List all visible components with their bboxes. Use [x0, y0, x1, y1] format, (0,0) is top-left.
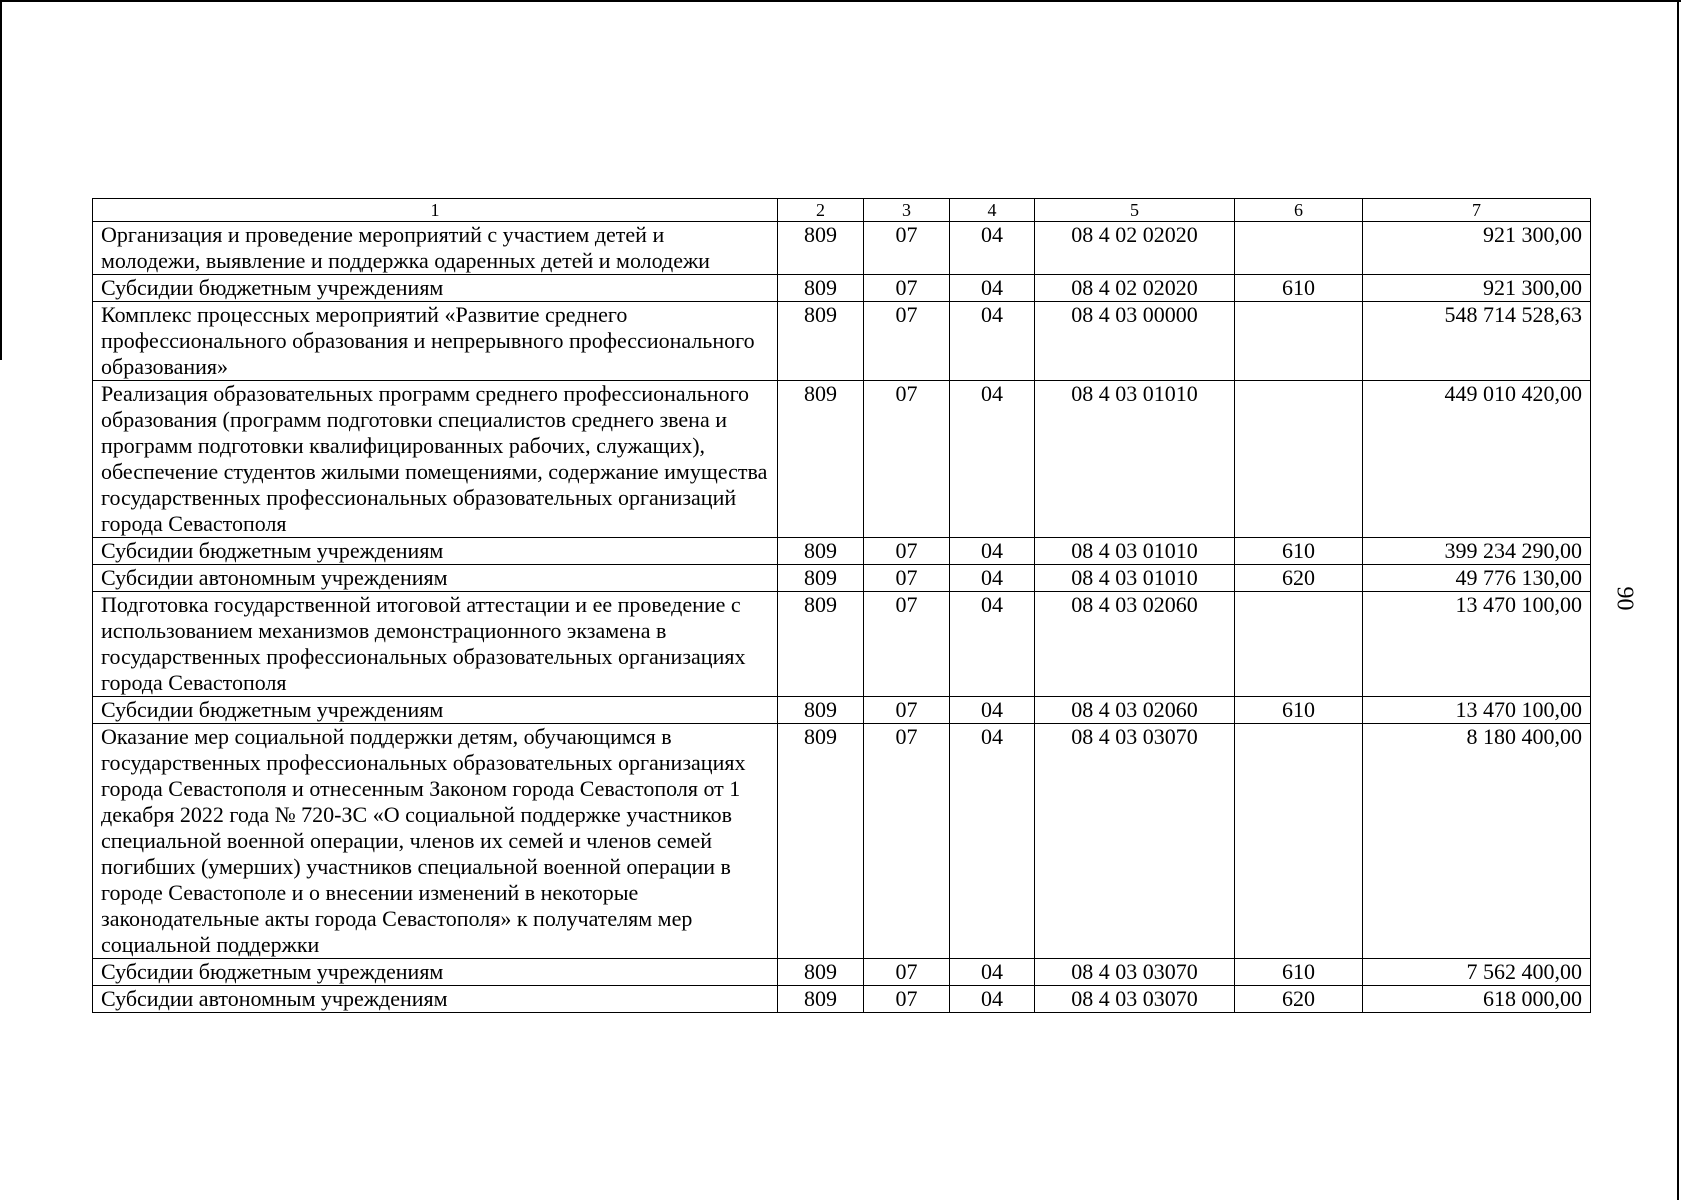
row-subsection-code: 04 — [950, 986, 1035, 1013]
table-row — [93, 222, 1591, 275]
row-section-code: 07 — [864, 538, 950, 565]
row-section-code: 07 — [864, 381, 950, 538]
table-row — [93, 986, 1591, 1013]
row-expense-type-code: 610 — [1235, 959, 1363, 986]
table-row — [93, 275, 1591, 302]
table-row — [93, 724, 1591, 959]
row-expense-type-code: 620 — [1235, 565, 1363, 592]
row-subsection-code: 04 — [950, 565, 1035, 592]
row-amount: 49 776 130,00 — [1363, 565, 1591, 592]
row-name: Субсидии бюджетным учреждениям — [93, 959, 778, 986]
row-subsection-code: 04 — [950, 697, 1035, 724]
scan-border-left — [0, 0, 2, 360]
row-amount: 7 562 400,00 — [1363, 959, 1591, 986]
row-amount: 8 180 400,00 — [1363, 724, 1591, 959]
row-name: Комплекс процессных мероприятий «Развитие среднего профессионального образования и непрерывного профессионального образования» — [93, 302, 778, 381]
row-subsection-code: 04 — [950, 538, 1035, 565]
row-subsection-code: 04 — [950, 381, 1035, 538]
row-name: Реализация образовательных программ среднего профессионального образования (программ подготовки специалистов среднего звена и программ подготовки квалифицированных рабочих, служащих), обеспечение студентов жилыми помещениями, содержание имущества государственных профессиональных образовательных организаций города Севастополя — [93, 381, 778, 538]
table-row — [93, 697, 1591, 724]
row-grbs-code: 809 — [778, 275, 864, 302]
row-name: Подготовка государственной итоговой аттестации и ее проведение с использованием механизмов демонстрационного экзамена в государственных профессиональных образовательных организациях города Севастополя — [93, 592, 778, 697]
row-amount: 13 470 100,00 — [1363, 592, 1591, 697]
row-grbs-code: 809 — [778, 222, 864, 275]
row-grbs-code: 809 — [778, 592, 864, 697]
table-row — [93, 381, 1591, 538]
row-target-article-code: 08 4 03 01010 — [1035, 381, 1235, 538]
table-row — [93, 592, 1591, 697]
row-subsection-code: 04 — [950, 592, 1035, 697]
header-cell-5: 5 — [1035, 199, 1235, 222]
budget-table — [92, 198, 1591, 1013]
row-grbs-code: 809 — [778, 565, 864, 592]
row-grbs-code: 809 — [778, 724, 864, 959]
row-target-article-code: 08 4 03 01010 — [1035, 565, 1235, 592]
table-row — [93, 565, 1591, 592]
header-cell-3: 3 — [864, 199, 950, 222]
row-name: Субсидии бюджетным учреждениям — [93, 697, 778, 724]
row-target-article-code: 08 4 03 02060 — [1035, 592, 1235, 697]
row-amount: 548 714 528,63 — [1363, 302, 1591, 381]
header-cell-1: 1 — [93, 199, 778, 222]
row-section-code: 07 — [864, 986, 950, 1013]
row-name: Организация и проведение мероприятий с участием детей и молодежи, выявление и поддержка одаренных детей и молодежи — [93, 222, 778, 275]
header-cell-7: 7 — [1363, 199, 1591, 222]
row-amount: 13 470 100,00 — [1363, 697, 1591, 724]
row-section-code: 07 — [864, 222, 950, 275]
row-name: Субсидии бюджетным учреждениям — [93, 538, 778, 565]
header-cell-2: 2 — [778, 199, 864, 222]
row-expense-type-code: 610 — [1235, 275, 1363, 302]
header-cell-6: 6 — [1235, 199, 1363, 222]
row-name: Оказание мер социальной поддержки детям, обучающимся в государственных профессиональных образовательных организациях города Севастополя и отнесенным Законом города Севастополя от 1 декабря 2022 года № 720-ЗС «О социальной поддержке участников специальной военной операции, членов их семей и членов семей погибших (умерших) участников специальной военной операции в городе Севастополе и о внесении изменений в некоторые законодательные акты города Севастополя» к получателям мер социальной поддержки — [93, 724, 778, 959]
row-name: Субсидии автономным учреждениям — [93, 565, 778, 592]
table-body — [93, 199, 1591, 1013]
row-target-article-code: 08 4 03 03070 — [1035, 986, 1235, 1013]
row-grbs-code: 809 — [778, 302, 864, 381]
row-target-article-code: 08 4 03 02060 — [1035, 697, 1235, 724]
page-number: 90 — [1611, 586, 1638, 611]
header-cell-4: 4 — [950, 199, 1035, 222]
row-section-code: 07 — [864, 302, 950, 381]
row-section-code: 07 — [864, 275, 950, 302]
row-target-article-code: 08 4 02 02020 — [1035, 222, 1235, 275]
row-subsection-code: 04 — [950, 959, 1035, 986]
row-expense-type-code — [1235, 381, 1363, 538]
row-expense-type-code — [1235, 592, 1363, 697]
row-expense-type-code — [1235, 724, 1363, 959]
row-section-code: 07 — [864, 697, 950, 724]
row-subsection-code: 04 — [950, 724, 1035, 959]
row-amount: 921 300,00 — [1363, 275, 1591, 302]
scan-border-right — [1677, 0, 1679, 1200]
row-amount: 618 000,00 — [1363, 986, 1591, 1013]
row-grbs-code: 809 — [778, 381, 864, 538]
row-target-article-code: 08 4 03 00000 — [1035, 302, 1235, 381]
row-name: Субсидии бюджетным учреждениям — [93, 275, 778, 302]
row-expense-type-code: 610 — [1235, 697, 1363, 724]
row-target-article-code: 08 4 03 01010 — [1035, 538, 1235, 565]
row-name: Субсидии автономным учреждениям — [93, 986, 778, 1013]
row-section-code: 07 — [864, 724, 950, 959]
row-grbs-code: 809 — [778, 986, 864, 1013]
row-expense-type-code — [1235, 302, 1363, 381]
row-subsection-code: 04 — [950, 302, 1035, 381]
row-grbs-code: 809 — [778, 959, 864, 986]
row-grbs-code: 809 — [778, 697, 864, 724]
row-target-article-code: 08 4 03 03070 — [1035, 724, 1235, 959]
table-row — [93, 538, 1591, 565]
scan-border-top — [0, 0, 1681, 2]
row-expense-type-code: 620 — [1235, 986, 1363, 1013]
row-target-article-code: 08 4 03 03070 — [1035, 959, 1235, 986]
row-amount: 449 010 420,00 — [1363, 381, 1591, 538]
row-amount: 921 300,00 — [1363, 222, 1591, 275]
row-target-article-code: 08 4 02 02020 — [1035, 275, 1235, 302]
row-subsection-code: 04 — [950, 275, 1035, 302]
row-expense-type-code — [1235, 222, 1363, 275]
table-row — [93, 302, 1591, 381]
row-expense-type-code: 610 — [1235, 538, 1363, 565]
table-row — [93, 959, 1591, 986]
row-amount: 399 234 290,00 — [1363, 538, 1591, 565]
header-row — [93, 199, 1591, 222]
row-section-code: 07 — [864, 565, 950, 592]
row-section-code: 07 — [864, 959, 950, 986]
row-grbs-code: 809 — [778, 538, 864, 565]
row-section-code: 07 — [864, 592, 950, 697]
row-subsection-code: 04 — [950, 222, 1035, 275]
